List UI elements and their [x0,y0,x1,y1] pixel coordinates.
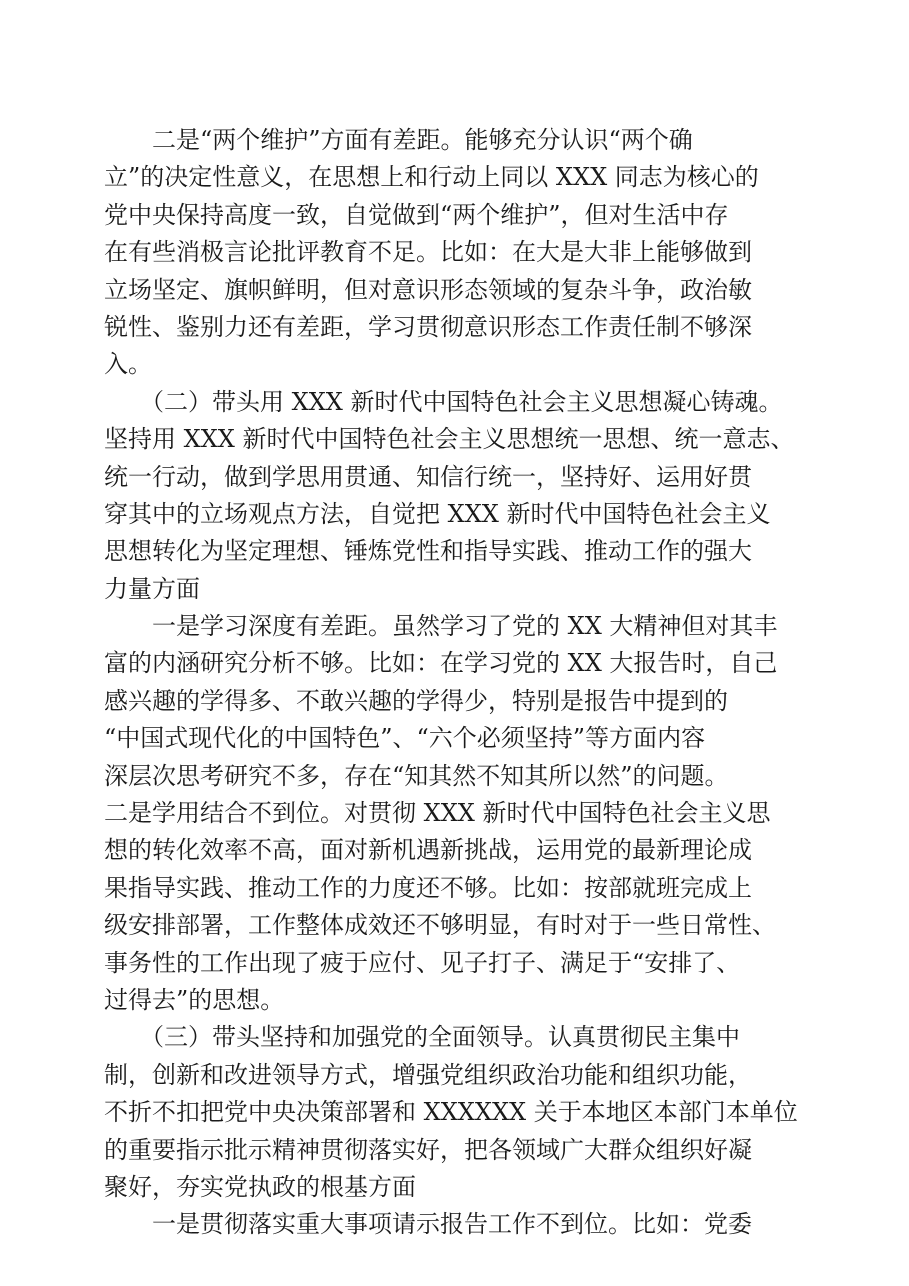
text-line: 坚持用 XXX 新时代中国特色社会主义思想统一思想、统一意志、 [104,425,795,454]
text-line: 的重要指示批示精神贯彻落实好，把各领域广大群众组织好凝 [104,1135,752,1164]
text-line: 深层次思考研究不多，存在“知其然不知其所以然”的问题。 [104,761,729,790]
text-line: 想的转化效率不高，面对新机遇新挑战，运用党的最新理论成 [104,836,752,865]
text-line: 聚好，夯实党执政的根基方面 [104,1172,416,1201]
text-line: 入。 [104,350,152,379]
text-line: 富的内涵研究分析不够。比如：在学习党的 XX 大报告时，自己 [104,649,778,678]
section-heading-line: （三）带头坚持和加强党的全面领导。认真贯彻民主集中 [104,1023,740,1052]
text-line: 级安排部署，工作整体成效还不够明显，有时对于一些日常性、 [104,911,776,940]
text-line: 立场坚定、旗帜鲜明，但对意识形态领域的复杂斗争，政治敏 [104,275,752,304]
text-line: 统一行动，做到学思用贯通、知信行统一，坚持好、运用好贯 [104,462,752,491]
text-line: 制，创新和改进领导方式，增强党组织政治功能和组织功能， [104,1060,752,1089]
text-line: 果指导实践、推动工作的力度还不够。比如：按部就班完成上 [104,873,752,902]
text-line: 一是学习深度有差距。虽然学习了党的 XX 大精神但对其丰 [104,612,778,641]
section-heading-line: （二）带头用 XXX 新时代中国特色社会主义思想凝心铸魂。 [104,387,783,416]
text-line: 不折不扣把党中央决策部署和 XXXXXX 关于本地区本部门本单位 [104,1098,798,1127]
text-line: 穿其中的立场观点方法，自觉把 XXX 新时代中国特色社会主义 [104,499,771,528]
text-line: 党中央保持高度一致，自觉做到“两个维护”，但对生活中存 [104,200,729,229]
text-line: 锐性、鉴别力还有差距，学习贯彻意识形态工作责任制不够深 [104,312,752,341]
text-line: 感兴趣的学得多、不敢兴趣的学得少，特别是报告中提到的 [104,686,728,715]
text-line: 过得去”的思想。 [104,985,285,1014]
text-line: 二是学用结合不到位。对贯彻 XXX 新时代中国特色社会主义思 [104,799,771,828]
text-line: 思想转化为坚定理想、锤炼党性和指导实践、推动工作的强大 [104,537,752,566]
document-body [104,122,824,1244]
text-line: 立”的决定性意义，在思想上和行动上同以 XXX 同志为核心的 [104,163,759,192]
text-line: 事务性的工作出现了疲于应付、见子打子、满足于“安排了、 [104,948,741,977]
text-line: 二是“两个维护”方面有差距。能够充分认识“两个确 [104,126,693,154]
text-line: “中国式现代化的中国特色”、“六个必须坚持”等方面内容 [104,724,706,753]
text-line: 一是贯彻落实重大事项请示报告工作不到位。比如：党委 [104,1210,752,1239]
text-line: 力量方面 [104,574,200,603]
text-line: 在有些消极言论批评教育不足。比如：在大是大非上能够做到 [104,238,752,267]
